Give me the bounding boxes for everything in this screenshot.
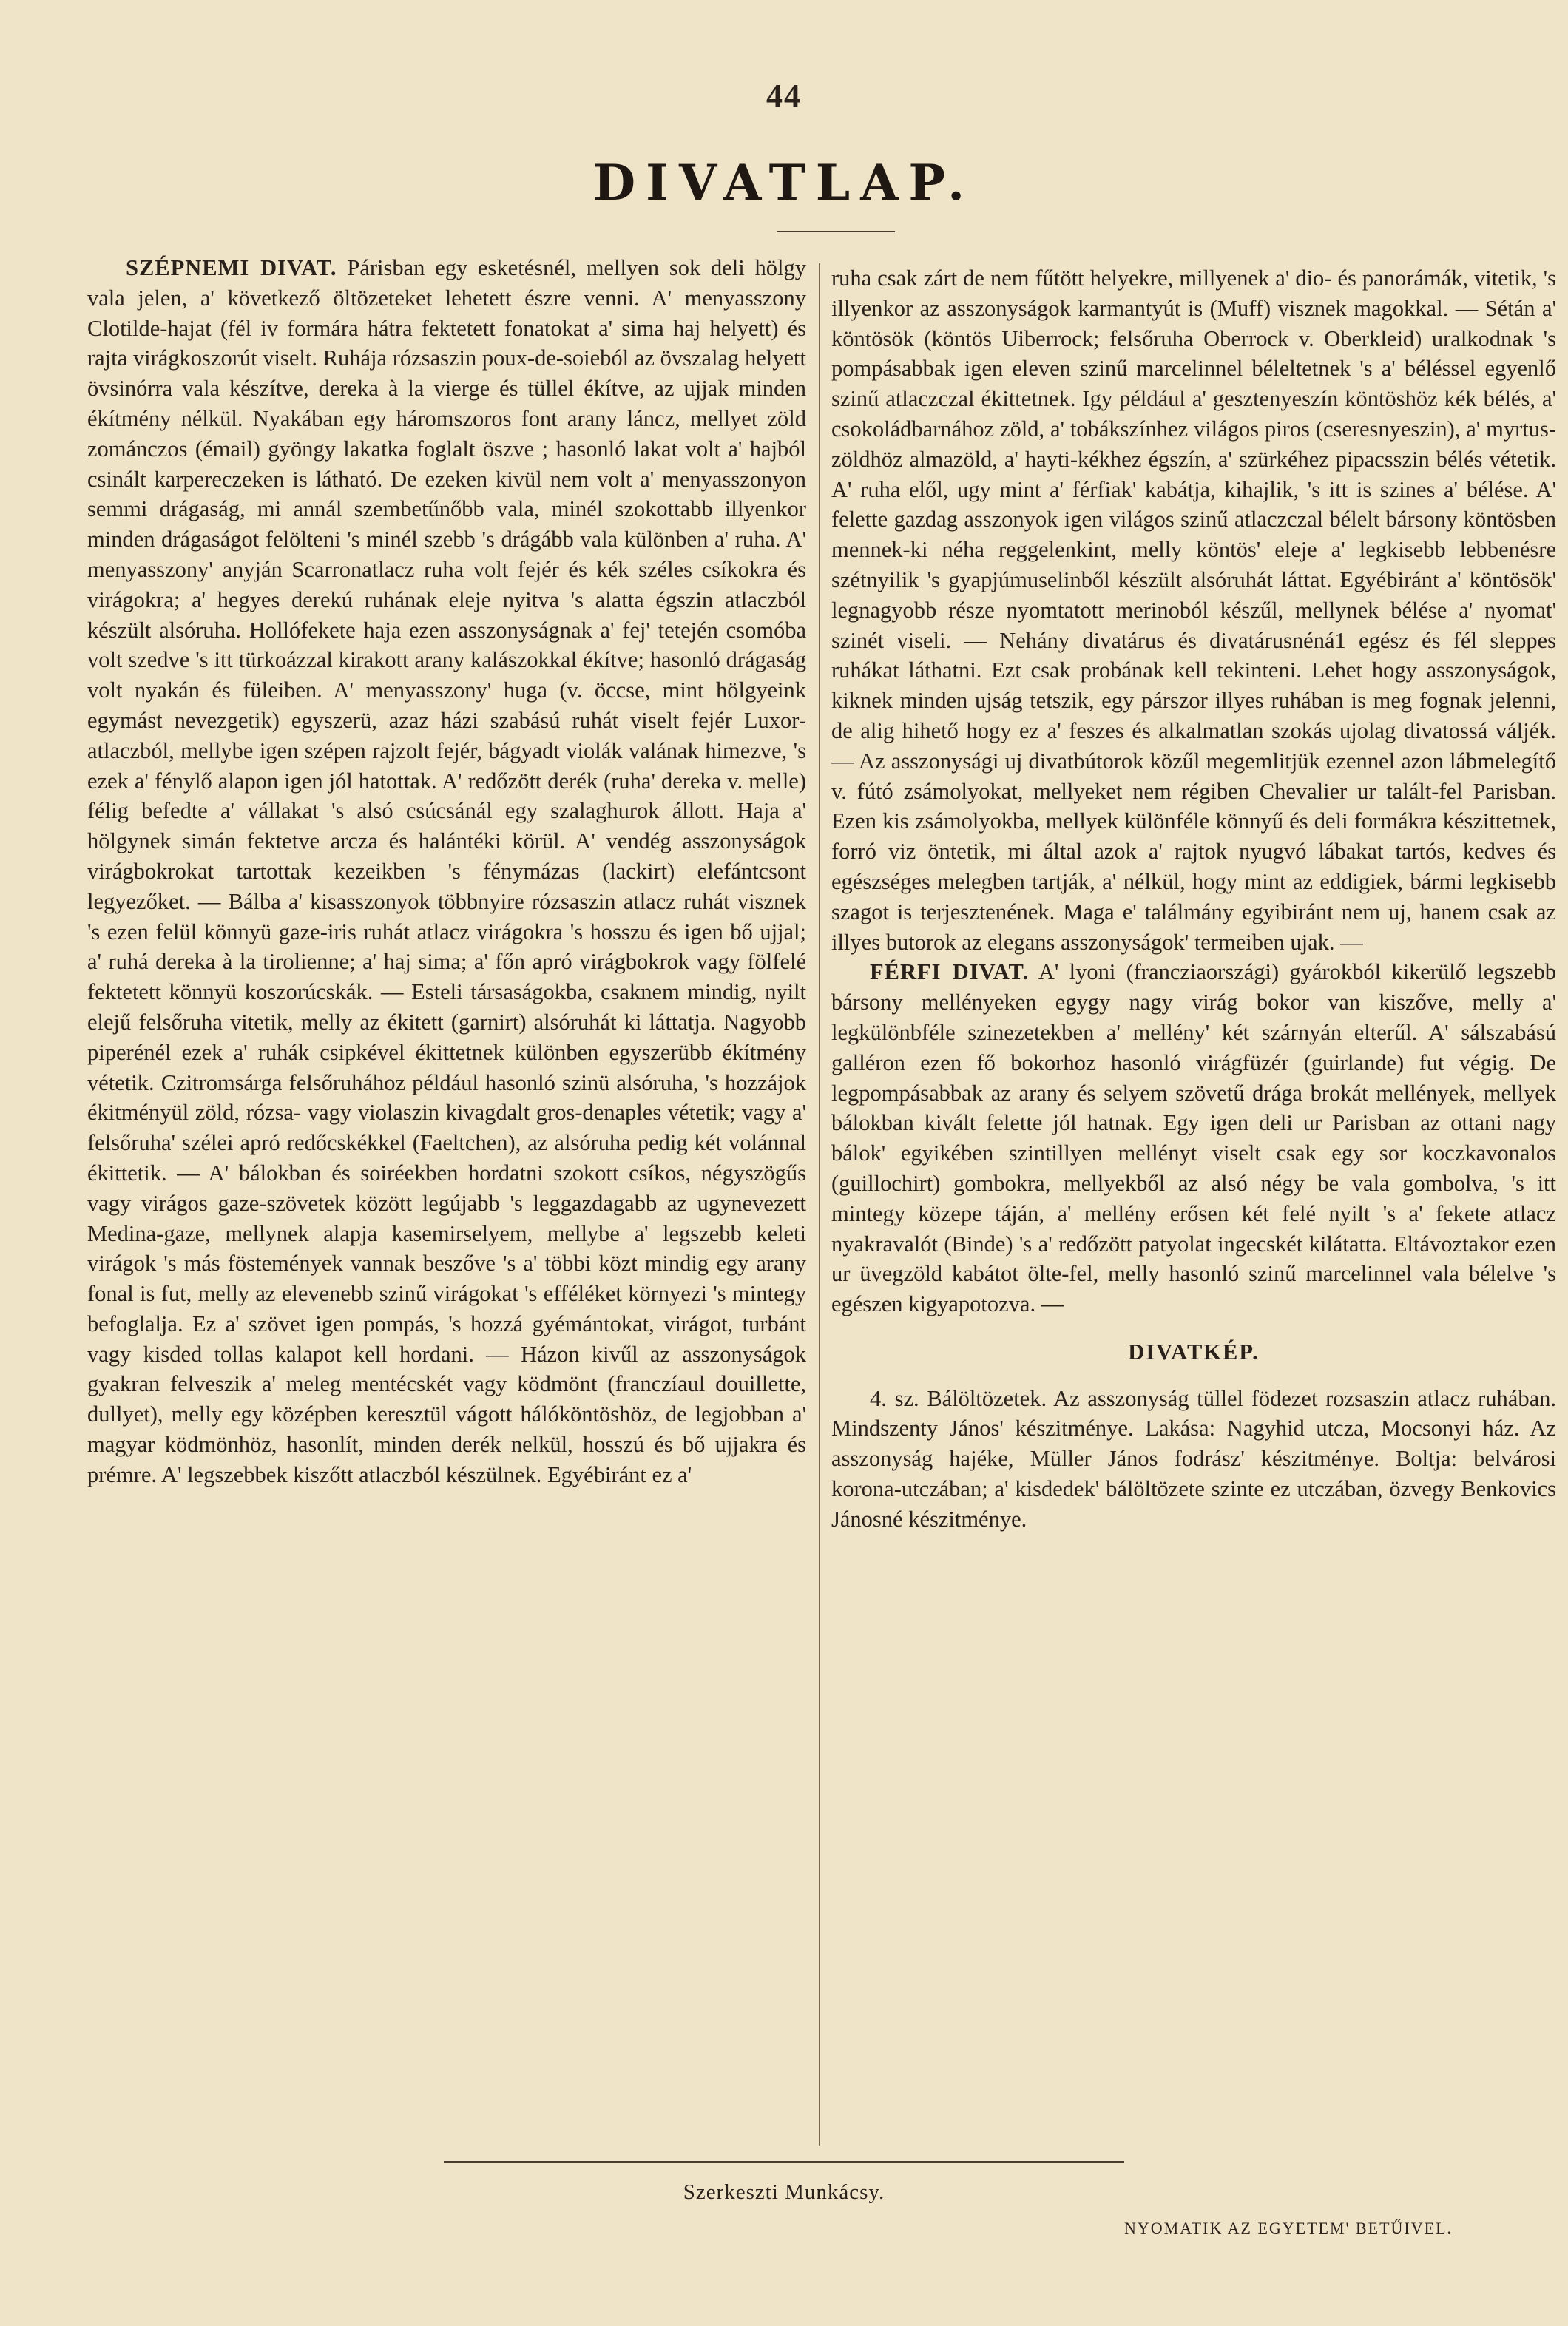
page-number: 44 bbox=[766, 78, 802, 114]
ferfi-divat-paragraph bbox=[831, 957, 1556, 1319]
printer-credit: NYOMATIK AZ EGYETEM' BETŰIVEL. bbox=[1124, 2219, 1453, 2237]
right-column bbox=[831, 263, 1556, 1535]
continued-paragraph bbox=[831, 263, 1556, 957]
divatkep-paragraph bbox=[831, 1384, 1556, 1535]
paragraph-text: ruha csak zárt de nem fűtött helyekre, millyenek a' dio- és panorámák, vitetik, 's illyenkor az asszonyságok karmantyút is (Muff) visznek magokkal. — Sétán a' köntösök (köntös Uiberrock; felsőruha Oberrock v. Oberkleid) uralkodnak 's pompásabbak igen eleven szinű marcelinnel béleltetnek 's a' béléssel egyenlő szinű atlaczczal ékittetnek. Igy például a' gesztenyeszín köntöshöz kék bélés, a' csokoládbarnához zöld, a' tobákszínhez világos piros (cseresnyeszin), a' myrtus-zöldhöz almazöld, a' hayti-kékhez égszín, a' szürkéhez pipacsszin bélés vétetik. A' ruha elől, ugy mint a' férfiak' kabátja, kihajlik, 's itt is szines a' bélése. A' felette gazdag asszonyok igen világos szinű atlaczczal bélelt bársony köntösben mennek-ki néha reggelenkint, melly köntös' eleje a' legkisebb lebbenésre szétnyilik 's gyapjúmuselinből készült alsóruhát láttat. Egyébiránt a' köntösök' legnagyobb része nyomtatott merinoból készűl, mellynek bélése a' nyomat' szinét viseli. — Nehány divatárus és divatárusnéná1 egész és fél sleppes ruhákat láthatni. Ezt csak probának kell tekinteni. Lehet hogy asszonyságok, kiknek minden ujság tetszik, egy párszor illyes ruhában is meg fognak jelenni, de alig hihető hogy ez a' feszes és alkalmatlan szokás ujolag divatossá váljék. — Az asszonysági uj divatbútorok közűl megemlitjük ezennel azon lábmelegítő v. fútó zsámolyokat, mellyeket nem régiben Chevalier ur talált-fel Parisban. Ezen kis zsámolyokba, mellyek különféle könnyű és deli formákra készittetnek, forró viz öntetik, mi által azok a' rajtok nyugvó lábakat tartós, kedves és egészséges melegben tartják, a' nélkül, hogy mint az eddigiek, bármi legkisebb szagot is terjesztenének. Maga e' találmány egyibiránt nem uj, hanem csak az illyes butorok az elegans asszonyságok' termeiben ujak. — bbox=[831, 266, 1556, 955]
column-divider bbox=[819, 263, 820, 2146]
section-heading-ferfi-divat: FÉRFI DIVAT. bbox=[870, 959, 1030, 985]
left-column bbox=[87, 253, 806, 1490]
section-heading-divatkep: DIVATKÉP. bbox=[1128, 1339, 1260, 1365]
paragraph-text: A' lyoni (francziaországi) gyárokból kikerülő legszebb bársony mellényeken egygy nagy virág bokor van kiszőve, melly a' legkülönbféle szinezetekben a' mellény' két szárnyán elterűl. A' sálszabású galléron ezen fő bokorhoz hasonló virágfüzér (guirlande) fut végig. De legpompásabbak az arany és selyem szövetű drága brokát mellények, mellyek bálokban kivált felette jól hatnak. Egy igen deli ur Parisban az ottani nagy bálok' egyikében szintillyen mellényt viselt csak egy sor koczkavonalos (guillochirt) gombokra, mellyekből az alsó négy be vala gombolva, 's itt mintegy közepe táján, a' mellény erősen két felé nyilt 's a' fekete atlacz nyakravalót (Binde) 's a' redőzött patyolat ingecskét kilátatta. Eltávoztakor ezen ur üvegzöld kabátot ölte-fel, melly hasonló szinű marcelinnel vala bélelve 's egészen kigyapotozva. — bbox=[831, 959, 1556, 1317]
editor-credit: Szerkeszti Munkácsy. bbox=[683, 2180, 885, 2204]
masthead-title: DIVATLAP. bbox=[592, 154, 976, 212]
szepnemi-divat-paragraph bbox=[87, 253, 806, 1490]
section-heading-szepnemi-divat: SZÉPNEMI DIVAT. bbox=[126, 255, 337, 280]
masthead-rule bbox=[777, 231, 895, 232]
paragraph-text: Párisban egy esketésnél, mellyen sok deli hölgy vala jelen, a' következő öltözeteket lehetett észre venni. A' menyasszony Clotilde-hajat (fél iv formára hátra fektetett fonatokat a' sima haj helyett) és rajta virágkoszorút viselt. Ruhája rózsaszin poux-de-soieból az övszalag helyett övsinórra vala készítve, dereka à la vierge és tüllel ékítve, az ujjak minden ékítmény nélkül. Nyakában egy háromszoros font arany láncz, mellyet zöld zománczos (émail) gyöngy lakatka foglalt öszve ; hasonló lakat volt a' hajból csinált karpereczeken is látható. De ezeken kivül nem volt a' menyasszonyon semmi drágaság, mi annál szembetűnőbb vala, minél szokottabb illyenkor minden drágaságot felölteni 's minél szebb 's drágább vala különben a' ruha. A' menyasszony' anyján Scarronatlacz ruha volt fejér és kék széles csíkokra és virágokra; a' hegyes derekú ruhának eleje nyitva 's alatta égszin atlaczból készült alsóruha. Hollófekete haja ezen asszonyságnak a' fej' tetején csomóba volt szedve 's itt türkoázzal kirakott arany kalászokkal ékítve; hasonló drágaság volt nyakán és füleiben. A' menyasszony' huga (v. öccse, mint hölgyeink egymást nevezgetik) egyszerü, azaz házi szabású ruhát viselt fejér Luxor-atlaczból, mellybe igen szépen rajzolt fejér, bágyadt violák valának himezve, 's ezek a' fénylő alapon igen jól hatottak. A' redőzött derék (ruha' dereka v. melle) félig befedte a' vállakat 's alsó csúcsánál egy szalaghurok állott. Haja a' hölgynek simán fektetve arcza és halántéki körül. A' vendég asszonyságok virágbokrokat tartottak kezeikben 's fénymázas (lackirt) elefántcsont legyezőket. — Bálba a' kisasszonyok többnyire rózsaszin atlacz ruhát visznek 's ezen felül könnyü gaze-iris ruhát atlacz virágokra 's hosszu és igen bő ujjal; a' ruhá dereka à la tirolienne; a' haj sima; a' főn apró virágbokrok vagy fölfelé fektetett könnyü koszorúcskák. — Esteli társaságokba, csaknem mindig, nyilt elejű felsőruha vitetik, melly az ékitett (garnirt) alsóruhát ki láttatja. Nagyobb piperénél ezek a' ruhák csipkével ékittetnek különben egyszerübb ékítmény vétetik. Czitromsárga felsőruhához például hasonló szinü alsóruha, 's hozzájok ékitményül zöld, rózsa- vagy violaszin kivagdalt gros-denaples vétetik; vagy a' felsőruha' szélei apró redőcskékkel (Faeltchen), az alsóruha pedig két volánnal ékittetik. — A' bálokban és soiréekben hordatni szokott csíkos, négyszögűs vagy virágos gaze-szövetek között legújabb 's leggazdagabb az ugynevezett Medina-gaze, mellynek alapja kasemirselyem, mellybe a' legszebb keleti virágok 's más föstemények vannak beszőve 's a' többi közt mindig egy arany fonal is fut, melly az elevenebb szinű virágokat 's efféléket környezi 's mintegy befoglalja. Ez a' szövet igen pompás, 's hozzá gyémántokat, virágot, turbánt vagy kisded tollas kalapot kell hordani. — Házon kivűl az asszonyságok gyakran felveszik a' meleg mentécskét vagy ködmönt (franczíaul douillette, dullyet), melly egy középben keresztül vágott hálóköntöshöz, de legjobban a' magyar ködmönhöz, hasonlít, minden derék nelkül, hosszú és bő ujjakra és prémre. A' legszebbek kiszőtt atlaczból készülnek. Egyébiránt ez a' bbox=[87, 255, 806, 1487]
footer-rule bbox=[444, 2161, 1124, 2163]
paragraph-text: 4. sz. Bálöltözetek. Az asszonyság tüllel födezet rozsaszin atlacz ruhában. Mindszenty János' készitménye. Lakása: Nagyhid utcza, Mocsonyi ház. Az asszonyság hajéke, Müller János fodrász' készitménye. Boltja: belvárosi korona-utczában; a' kisdedek' bálöltözete szinte ez utczában, özvegy Benkovics Jánosné készitménye. bbox=[831, 1385, 1556, 1532]
